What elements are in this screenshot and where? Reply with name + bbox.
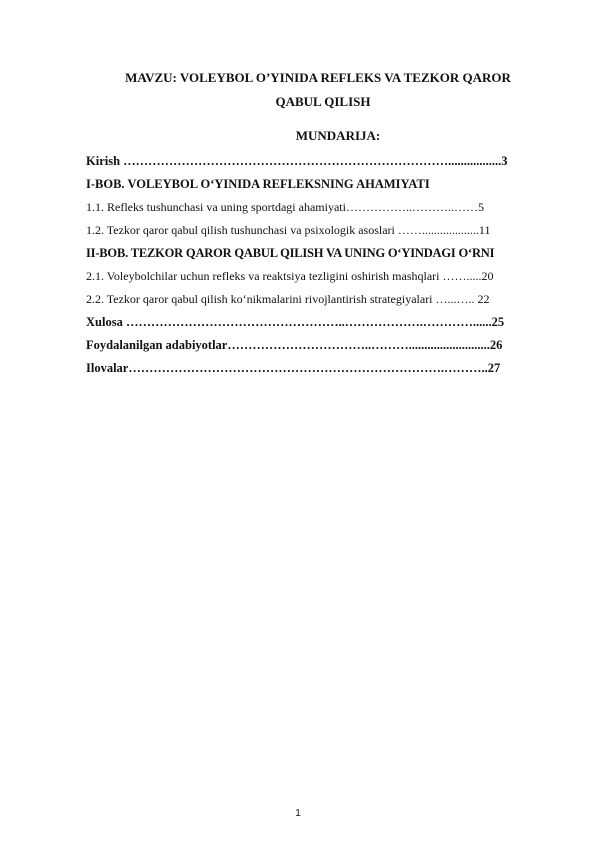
toc-heading: MUNDARIJA: bbox=[295, 128, 381, 143]
toc-entry-text: 2.1. Voleybolchilar uchun refleks va reaktsiya tezligini oshirish mashqlari bbox=[86, 269, 443, 283]
toc-entry-leader: ……………………………………………………………………................. bbox=[123, 154, 502, 168]
toc-entry-leader: ……………………………………………..……………….…………...... bbox=[125, 315, 492, 329]
toc-entry-section-1-1[interactable] bbox=[86, 198, 556, 221]
toc-entry-text: 1.1. Refleks tushunchasi va uning sportdagi ahamiyati bbox=[86, 200, 346, 214]
page-number: 1 bbox=[295, 808, 301, 819]
toc-entry-text: Xulosa bbox=[86, 315, 126, 329]
toc-entry-xulosa[interactable] bbox=[86, 313, 556, 336]
toc-entry-section-1-2[interactable] bbox=[86, 221, 556, 244]
toc-entry-section-2-2[interactable] bbox=[86, 290, 556, 313]
toc-entry-text: 2.2. Tezkor qaror qabul qilish ko‘nikmalarini rivojlantirish strategiyalari bbox=[86, 292, 436, 306]
toc-entry-text: I-BOB. VOLEYBOL O‘YINIDA REFLEKSNING AHAMIYATI bbox=[86, 177, 430, 191]
toc-entry-page: 3 bbox=[501, 154, 508, 168]
toc-entry-text: Kirish bbox=[86, 154, 124, 168]
toc-entry-leader: ……………………………..……….......................... bbox=[227, 338, 490, 352]
toc-entry-leader: ……................... bbox=[397, 223, 479, 237]
toc-entry-page: 25 bbox=[491, 315, 505, 329]
toc-entry-leader: ………………………………………………………………….……….. bbox=[128, 361, 488, 375]
toc-entry-page: 20 bbox=[481, 269, 494, 283]
toc-entry-page: 26 bbox=[489, 338, 503, 352]
toc-entry-chapter-2[interactable] bbox=[86, 244, 556, 267]
toc-entry-leader: ……………..………..…… bbox=[345, 200, 478, 214]
document-title-line-1: MAVZU: VOLEYBOL O’YINIDA REFLEKS VA TEZKOR QAROR bbox=[125, 70, 511, 85]
toc-entry-page: 27 bbox=[487, 361, 501, 375]
toc-entry-page: 22 bbox=[477, 292, 490, 306]
toc-entry-appendices[interactable] bbox=[86, 359, 556, 382]
toc-entry-page: 5 bbox=[477, 200, 484, 214]
toc-entry-text: Foydalanilgan adabiyotlar bbox=[86, 338, 228, 352]
toc-entry-chapter-1[interactable] bbox=[86, 175, 556, 198]
document-title-line-2: QABUL QILISH bbox=[275, 94, 371, 109]
toc-entry-leader: …...….. bbox=[435, 292, 478, 306]
table-of-contents bbox=[86, 152, 556, 382]
toc-entry-kirish[interactable] bbox=[86, 152, 556, 175]
toc-entry-text: 1.2. Tezkor qaror qabul qilish tushunchasi va psixologik asoslari bbox=[86, 223, 398, 237]
toc-entry-references[interactable] bbox=[86, 336, 556, 359]
toc-entry-section-2-1[interactable] bbox=[86, 267, 556, 290]
toc-entry-text: Ilovalar bbox=[86, 361, 129, 375]
toc-entry-text: II-BOB. TEZKOR QAROR QABUL QILISH VA UNING O‘YINDAGI O‘RNI bbox=[86, 246, 495, 260]
toc-entry-leader: ……..... bbox=[442, 269, 482, 283]
toc-entry-page: 11 bbox=[478, 223, 491, 237]
